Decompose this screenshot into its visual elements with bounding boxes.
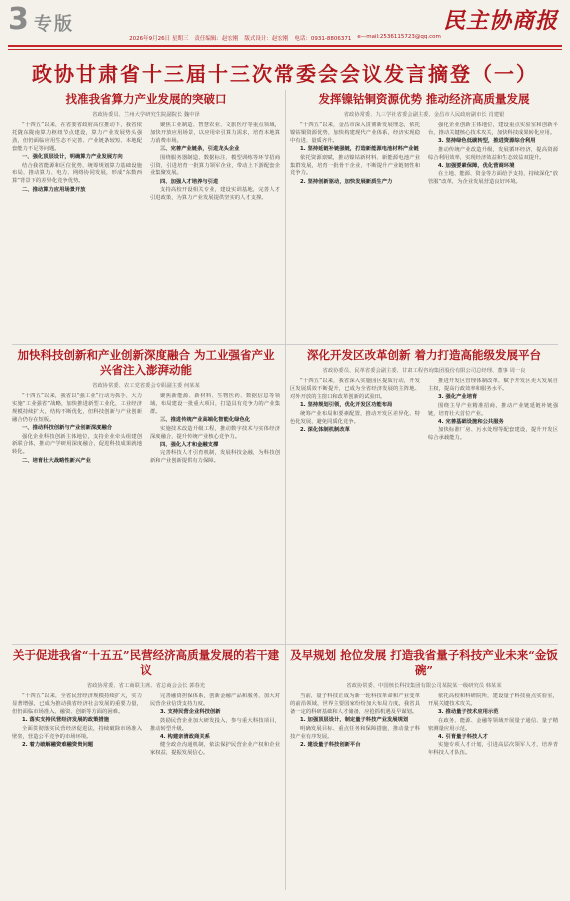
subheading: 一、推动科技创新与产业创新深度融合 xyxy=(22,425,113,432)
article-byline: 省政协委员、民革省委会副主委、甘肃工程咨询集团股份有限公司总经理、董事 周一良 xyxy=(322,368,526,374)
paragraph: 依托高校和科研院所，建设量子科技重点实验室，开展关键技术攻关。 xyxy=(428,693,558,707)
paragraph: 推进开发区管理体制改革，赋予开发区更大发展自主权，提高行政效率和服务水平。 xyxy=(428,378,558,392)
paragraph: 强化企业创新主体地位，建设重点实验室和创新平台，推动关键核心技术攻关，加快科技成果转化应用。 xyxy=(428,122,558,136)
article-body xyxy=(290,378,558,670)
paragraph: 聚焦工业制造、智慧农业、文旅医疗等重点领域，加快开放应用场景，以应用牵引算力需求，培育本地算力消费市场。 xyxy=(150,122,280,144)
article-body xyxy=(12,693,280,901)
paragraph: 推动传统产业改造升级，发展循环经济，提高资源综合利用效率，实现经济效益和生态效益双提升。 xyxy=(428,146,558,161)
subheading: 1. 落实支持民营经济发展的政策措施 xyxy=(22,717,109,724)
subheading: 1. 加强顶层设计，制定量子科技产业发展规划 xyxy=(300,717,409,724)
article-byline: 省政协常委、九三学社省委会副主委、金昌市人民政府副市长 肖建银 xyxy=(343,112,505,118)
article-title: 发挥镍钴铜资源优势 推动经济高质量发展 xyxy=(318,92,530,106)
issue-date: 2026年9月26日 星期三 xyxy=(129,36,189,42)
article-byline: 省政协常委、农工党省委会专职副主委 何某某 xyxy=(92,383,200,389)
subheading: 二、推动算力应用场景开放 xyxy=(22,186,86,193)
subheading: 2. 深化体制机制改革 xyxy=(300,426,350,433)
subheading: 3. 推动量子技术应用示范 xyxy=(438,709,499,716)
subheading: 二、培育壮大战略性新兴产业 xyxy=(22,457,91,464)
paragraph: 聚焦新能源、新材料、生物医药、数据信息等领域，布局建设一批重大项目，打造具有竞争力的产业集群。 xyxy=(150,393,280,415)
subheading: 4. 构建亲清政商关系 xyxy=(160,734,210,741)
article-tech-innovation xyxy=(12,348,280,685)
masthead xyxy=(0,0,570,42)
paragraph: “十四五”以来，我省以“强工业”行动为抓手，大力实施“工业强省”战略，加快推进新型工业化，工业经济规模持续扩大，结构不断优化，但科技创新与产业创新融合仍存在短板。 xyxy=(12,393,142,423)
paragraph: 实施技术改造升级工程，推动数字技术与实体经济深度融合，提升传统产业核心竞争力。 xyxy=(150,425,280,440)
article-body xyxy=(12,393,280,685)
paragraph: 健全政企沟通机制，依法保护民营企业产权和企业家权益，提振发展信心。 xyxy=(150,742,280,757)
article-quantum-technology xyxy=(290,648,558,901)
paragraph: 统筹产业布局和要素配置，推动开发区差异化、特色化发展，避免同质化竞争。 xyxy=(290,410,420,425)
paragraph: 强化企业科技创新主体地位，支持企业牵头组建创新联合体，推动产学研用深度融合，促进科技成果就地转化。 xyxy=(12,433,142,456)
article-nickel-cobalt-copper xyxy=(290,92,558,370)
subheading: 一、强化顶层设计，明确算力产业发展方向 xyxy=(22,154,123,161)
paragraph: 支持高校开设相关专业，建设实训基地，完善人才引进政策，为算力产业发展提供坚实的人才支撑。 xyxy=(150,187,280,202)
paragraph: 结合我省能源和区位优势，统筹规划算力基础设施布局，推动算力、电力、网络协同发展，形成“东数西算”背景下的差异化竞争优势。 xyxy=(12,162,142,185)
article-private-economy xyxy=(12,648,280,901)
newspaper-brand-logo: 民主协商报 xyxy=(442,8,558,34)
article-byline: 省政协常委、省工商联主席、省总商会会长 郭春光 xyxy=(86,683,206,689)
paragraph: “十四五”以来，金昌市深入贯彻新发展理念，依托镍钴铜资源优势，加快构建现代产业体系，经济实现稳中有进、量质齐升。 xyxy=(290,122,420,144)
masthead-infobar xyxy=(0,34,570,44)
article-byline: 省政协委员、兰州大学研究生院副院长 魏中泽 xyxy=(92,112,200,118)
paragraph: 在土地、能源、资金等方面给予支持，持续深化“放管服”改革，为企业发展营造良好环境。 xyxy=(428,171,558,186)
subheading: 1. 坚持规划引领，优化开发区功能布局 xyxy=(300,402,393,409)
article-title: 及早规划 抢位发展 打造我省量子科技产业未来“金饭碗” xyxy=(290,648,558,677)
subheading: 四、加强人才培养与引进 xyxy=(160,178,219,185)
subheading: 2. 建设量子科技创新平台 xyxy=(300,741,361,748)
subheading: 2. 坚持创新驱动，加快发展新质生产力 xyxy=(300,178,393,185)
paragraph: 围绕服务器制造、数据标注、模型训练等环节招商引资，引进培育一批算力领军企业，带动上下游配套企业集聚发展。 xyxy=(150,154,280,177)
paragraph: 完善科技人才引育机制，发展科技金融，为科技创新和产业创新提供有力保障。 xyxy=(150,450,280,465)
article-body xyxy=(290,693,558,901)
paragraph: 鼓励民营企业加大研发投入，参与重大科技项目，推动转型升级。 xyxy=(150,717,280,732)
masthead-rule-thin xyxy=(8,49,562,50)
article-body xyxy=(290,122,558,370)
article-title: 加快科技创新和产业创新深度融合 为工业强省产业兴省注入澎湃动能 xyxy=(17,348,275,377)
column-divider xyxy=(285,90,286,890)
paragraph: 依托资源禀赋，推动镍钴新材料、新能源电池产业集群发展，培育一批骨干企业，不断提升产业链韧性和竞争力。 xyxy=(290,154,420,177)
subheading: 3. 支持民营企业科技创新 xyxy=(160,709,221,716)
subheading: 4. 完善基础设施和公共服务 xyxy=(438,419,504,426)
editor: 责任编辑：赵宏刚 xyxy=(194,36,239,42)
masthead-rule xyxy=(8,45,562,47)
article-computing-industry xyxy=(12,92,280,370)
article-byline: 省政协常委、中国核长科技集团有限公司某院某一级研究员 韩某某 xyxy=(346,683,502,689)
article-title: 深化开发区改革创新 着力打造高能级发展平台 xyxy=(306,348,541,362)
paragraph: 明确发展目标、重点任务和保障措施，推动量子科技产业有序发展。 xyxy=(290,725,420,740)
section-name: 专版 xyxy=(34,14,74,35)
article-development-zones xyxy=(290,348,558,670)
paragraph: 当前，量子科技正成为新一轮科技革命和产业变革的前沿领域，世界主要国家纷纷加大布局力度。我省具备一定的科研基础和人才储备，应抢抓机遇及早谋划。 xyxy=(290,693,420,715)
article-title: 找准我省算力产业发展的突破口 xyxy=(65,92,227,106)
subheading: 3. 坚持绿色低碳转型，推进资源综合利用 xyxy=(438,138,536,145)
subheading: 三、推进传统产业高端化智能化绿色化 xyxy=(160,417,251,424)
paragraph: 完善融资担保体系，创新金融产品和服务，加大对民营企业信贷支持力度。 xyxy=(150,693,280,707)
paragraph: 实施专项人才计划，引进高层次领军人才，培养青年科技人才队伍。 xyxy=(428,742,558,757)
subheading: 1. 坚持延链补链强链，打造新能源电池材料产业链 xyxy=(300,146,419,153)
paragraph: “十四五”以来，全省民营经济规模持续扩大，实力显著增强，已成为推动我省经济社会发展的重要力量，但仍面临市场准入、融资、创新等方面的困难。 xyxy=(12,693,142,715)
page-banner-title: 政协甘肃省十三届十三次常委会会议发言摘登（一） xyxy=(32,62,538,86)
paragraph: 全面贯彻落实民营经济促进法，持续破除市场准入壁垒，营造公平竞争的市场环境。 xyxy=(12,725,142,740)
article-title: 关于促进我省“十五五”民营经济高质量发展的若干建议 xyxy=(12,648,280,677)
subheading: 4. 加强要素保障，优化营商环境 xyxy=(438,163,515,170)
layout-designer: 版式设计：赵宏刚 xyxy=(244,36,289,42)
subheading: 4. 引育量子科技人才 xyxy=(438,734,488,741)
article-body xyxy=(12,122,280,370)
subheading: 四、强化人才和金融支撑 xyxy=(160,441,219,448)
page-number: 3 xyxy=(8,2,29,37)
paragraph: “十四五”以来，在省委省政府高位推动下，我省依托陇东陇南算力枢纽节点建设，算力产业发展势头强劲，但仍面临应用生态不完善、产业链条较短、本地配套能力不足等问题。 xyxy=(12,122,142,152)
paragraph: 加快标准厂房、污水处理等配套建设，提升开发区综合承载能力。 xyxy=(428,427,558,442)
phone: 电话：0931-8806371 xyxy=(294,36,352,42)
email: e—mail:2536115723@qq.com xyxy=(357,34,441,40)
paragraph: “十四五”以来，我省深入实施园区提质行动，开发区发展质效不断提升，已成为全省经济发展的主阵地、对外开放的主窗口和改革创新的试验田。 xyxy=(290,378,420,400)
paragraph: 在政务、能源、金融等领域开展量子通信、量子精密测量应用示范。 xyxy=(428,717,558,732)
subheading: 2. 着力破解融资难融资贵问题 xyxy=(22,741,94,748)
subheading: 3. 强化产业培育 xyxy=(438,394,478,401)
subheading: 三、完善产业链条，引进龙头企业 xyxy=(160,146,240,153)
paragraph: 围绕主导产业精准招商，推动产业链延链补链强链，培育壮大首位产业。 xyxy=(428,402,558,417)
